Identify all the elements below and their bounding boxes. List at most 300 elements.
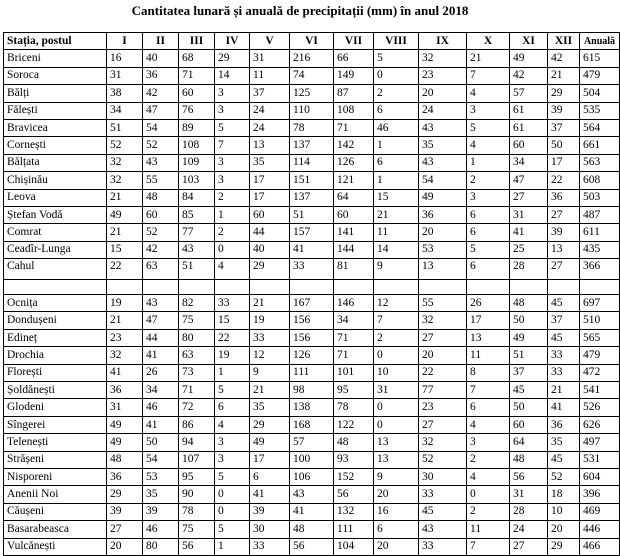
monthly-value-cell: 50 — [510, 399, 548, 416]
table-row — [4, 538, 620, 555]
table-row — [4, 451, 620, 468]
monthly-value-cell: 42 — [510, 67, 548, 84]
monthly-value-cell: 6 — [467, 224, 510, 241]
monthly-value-cell: 3 — [467, 434, 510, 451]
monthly-value-cell: 137 — [290, 137, 334, 154]
monthly-value-cell: 6 — [250, 468, 290, 485]
monthly-value-cell: 36 — [107, 382, 143, 399]
monthly-value-cell: 22 — [107, 259, 143, 280]
monthly-value-cell: 20 — [419, 224, 467, 241]
monthly-value-cell: 2 — [374, 85, 419, 102]
monthly-value-cell: 31 — [510, 206, 548, 223]
monthly-value-cell: 2 — [215, 224, 250, 241]
monthly-value-cell: 111 — [334, 521, 374, 538]
monthly-value-cell: 10 — [548, 503, 580, 520]
monthly-value-cell: 7 — [215, 137, 250, 154]
monthly-value-cell: 30 — [419, 468, 467, 485]
monthly-value-cell: 24 — [250, 119, 290, 136]
monthly-value-cell: 16 — [374, 503, 419, 520]
monthly-value-cell: 23 — [419, 399, 467, 416]
monthly-value-cell: 5 — [467, 119, 510, 136]
monthly-value-cell: 6 — [467, 399, 510, 416]
annual-value-cell: 446 — [580, 521, 620, 538]
monthly-value-cell: 74 — [290, 67, 334, 84]
monthly-value-cell: 3 — [215, 172, 250, 189]
monthly-value-cell: 103 — [179, 172, 215, 189]
monthly-value-cell: 26 — [143, 364, 179, 381]
station-name-cell: Edineț — [4, 329, 107, 346]
station-name-cell: Briceni — [4, 50, 107, 67]
annual-value-cell: 487 — [580, 206, 620, 223]
monthly-value-cell: 132 — [334, 503, 374, 520]
annual-value-cell: 615 — [580, 50, 620, 67]
monthly-value-cell: 1 — [374, 137, 419, 154]
station-name-cell: Strășeni — [4, 451, 107, 468]
table-row — [4, 85, 620, 102]
monthly-value-cell: 6 — [215, 399, 250, 416]
monthly-value-cell: 14 — [374, 241, 419, 258]
header-month: V — [250, 33, 290, 50]
monthly-value-cell: 6 — [374, 521, 419, 538]
station-name-cell: Chișinău — [4, 172, 107, 189]
monthly-value-cell: 39 — [250, 503, 290, 520]
monthly-value-cell: 77 — [419, 382, 467, 399]
station-name-cell: Soroca — [4, 67, 107, 84]
monthly-value-cell: 11 — [467, 347, 510, 364]
monthly-value-cell: 41 — [250, 486, 290, 503]
monthly-value-cell: 18 — [548, 486, 580, 503]
monthly-value-cell: 21 — [548, 382, 580, 399]
monthly-value-cell: 5 — [215, 468, 250, 485]
monthly-value-cell: 15 — [374, 189, 419, 206]
monthly-value-cell: 38 — [107, 85, 143, 102]
table-row — [4, 137, 620, 154]
monthly-value-cell: 33 — [250, 329, 290, 346]
monthly-value-cell: 81 — [334, 259, 374, 280]
header-row — [4, 33, 620, 50]
monthly-value-cell: 78 — [179, 503, 215, 520]
monthly-value-cell: 167 — [290, 295, 334, 312]
monthly-value-cell: 20 — [107, 538, 143, 555]
station-name-cell: Ocnița — [4, 295, 107, 312]
monthly-value-cell: 87 — [334, 85, 374, 102]
monthly-value-cell: 6 — [467, 259, 510, 280]
monthly-value-cell: 108 — [179, 137, 215, 154]
monthly-value-cell: 37 — [510, 364, 548, 381]
monthly-value-cell: 6 — [374, 154, 419, 171]
empty-cell — [510, 280, 548, 295]
monthly-value-cell: 9 — [374, 259, 419, 280]
monthly-value-cell: 151 — [290, 172, 334, 189]
monthly-value-cell: 41 — [143, 347, 179, 364]
monthly-value-cell: 45 — [548, 451, 580, 468]
monthly-value-cell: 5 — [374, 50, 419, 67]
monthly-value-cell: 47 — [143, 102, 179, 119]
station-name-cell: Sîngerei — [4, 416, 107, 433]
monthly-value-cell: 41 — [290, 241, 334, 258]
monthly-value-cell: 24 — [419, 102, 467, 119]
monthly-value-cell: 52 — [143, 224, 179, 241]
monthly-value-cell: 29 — [548, 85, 580, 102]
annual-value-cell: 697 — [580, 295, 620, 312]
monthly-value-cell: 29 — [548, 538, 580, 555]
monthly-value-cell: 71 — [179, 382, 215, 399]
table-row — [4, 189, 620, 206]
monthly-value-cell: 13 — [374, 451, 419, 468]
monthly-value-cell: 108 — [334, 102, 374, 119]
monthly-value-cell: 24 — [510, 521, 548, 538]
monthly-value-cell: 17 — [250, 189, 290, 206]
annual-value-cell: 661 — [580, 137, 620, 154]
monthly-value-cell: 13 — [250, 137, 290, 154]
monthly-value-cell: 32 — [419, 312, 467, 329]
monthly-value-cell: 46 — [143, 521, 179, 538]
monthly-value-cell: 12 — [250, 347, 290, 364]
monthly-value-cell: 64 — [334, 189, 374, 206]
monthly-value-cell: 26 — [467, 295, 510, 312]
header-month: VII — [334, 33, 374, 50]
monthly-value-cell: 2 — [374, 329, 419, 346]
monthly-value-cell: 21 — [250, 382, 290, 399]
header-annual: Anuală — [580, 33, 620, 50]
monthly-value-cell: 40 — [143, 50, 179, 67]
annual-value-cell: 479 — [580, 347, 620, 364]
monthly-value-cell: 95 — [179, 468, 215, 485]
monthly-value-cell: 27 — [548, 259, 580, 280]
station-name-cell: Basarabeasca — [4, 521, 107, 538]
monthly-value-cell: 13 — [419, 259, 467, 280]
monthly-value-cell: 45 — [419, 503, 467, 520]
monthly-value-cell: 149 — [334, 67, 374, 84]
station-name-cell: Ceadîr-Lunga — [4, 241, 107, 258]
monthly-value-cell: 51 — [179, 259, 215, 280]
monthly-value-cell: 47 — [510, 172, 548, 189]
table-row — [4, 241, 620, 258]
station-name-cell: Căușeni — [4, 503, 107, 520]
monthly-value-cell: 4 — [215, 259, 250, 280]
monthly-value-cell: 33 — [290, 259, 334, 280]
monthly-value-cell: 33 — [419, 538, 467, 555]
monthly-value-cell: 52 — [107, 137, 143, 154]
annual-value-cell: 541 — [580, 382, 620, 399]
monthly-value-cell: 34 — [143, 382, 179, 399]
monthly-value-cell: 3 — [215, 102, 250, 119]
annual-value-cell: 611 — [580, 224, 620, 241]
station-name-cell: Nisporeni — [4, 468, 107, 485]
annual-value-cell: 563 — [580, 154, 620, 171]
monthly-value-cell: 10 — [374, 364, 419, 381]
monthly-value-cell: 17 — [250, 451, 290, 468]
monthly-value-cell: 75 — [179, 312, 215, 329]
group-separator-row — [4, 280, 620, 295]
monthly-value-cell: 27 — [419, 329, 467, 346]
monthly-value-cell: 126 — [290, 347, 334, 364]
monthly-value-cell: 20 — [374, 486, 419, 503]
monthly-value-cell: 31 — [250, 50, 290, 67]
monthly-value-cell: 41 — [548, 399, 580, 416]
monthly-value-cell: 41 — [510, 224, 548, 241]
monthly-value-cell: 13 — [548, 241, 580, 258]
station-name-cell: Comrat — [4, 224, 107, 241]
monthly-value-cell: 47 — [143, 312, 179, 329]
monthly-value-cell: 82 — [179, 295, 215, 312]
monthly-value-cell: 2 — [467, 451, 510, 468]
monthly-value-cell: 72 — [179, 399, 215, 416]
monthly-value-cell: 29 — [250, 416, 290, 433]
monthly-value-cell: 125 — [290, 85, 334, 102]
table-row — [4, 312, 620, 329]
monthly-value-cell: 27 — [419, 416, 467, 433]
monthly-value-cell: 43 — [290, 486, 334, 503]
monthly-value-cell: 35 — [419, 137, 467, 154]
monthly-value-cell: 33 — [250, 538, 290, 555]
monthly-value-cell: 49 — [107, 206, 143, 223]
monthly-value-cell: 39 — [548, 102, 580, 119]
monthly-value-cell: 7 — [467, 538, 510, 555]
monthly-value-cell: 36 — [419, 206, 467, 223]
annual-value-cell: 626 — [580, 416, 620, 433]
monthly-value-cell: 39 — [548, 224, 580, 241]
annual-value-cell: 564 — [580, 119, 620, 136]
monthly-value-cell: 61 — [510, 119, 548, 136]
annual-value-cell: 531 — [580, 451, 620, 468]
monthly-value-cell: 5 — [467, 241, 510, 258]
table-row — [4, 67, 620, 84]
monthly-value-cell: 49 — [250, 434, 290, 451]
monthly-value-cell: 54 — [143, 119, 179, 136]
monthly-value-cell: 56 — [334, 486, 374, 503]
table-row — [4, 364, 620, 381]
empty-cell — [4, 280, 107, 295]
station-name-cell: Vulcănești — [4, 538, 107, 555]
monthly-value-cell: 46 — [143, 399, 179, 416]
monthly-value-cell: 30 — [250, 521, 290, 538]
monthly-value-cell: 43 — [143, 154, 179, 171]
monthly-value-cell: 4 — [467, 416, 510, 433]
monthly-value-cell: 31 — [107, 67, 143, 84]
table-row — [4, 154, 620, 171]
station-name-cell: Cornești — [4, 137, 107, 154]
monthly-value-cell: 43 — [143, 295, 179, 312]
monthly-value-cell: 0 — [215, 503, 250, 520]
monthly-value-cell: 43 — [419, 521, 467, 538]
monthly-value-cell: 50 — [510, 312, 548, 329]
annual-value-cell: 366 — [580, 259, 620, 280]
monthly-value-cell: 11 — [467, 521, 510, 538]
monthly-value-cell: 1 — [467, 154, 510, 171]
monthly-value-cell: 3 — [467, 102, 510, 119]
empty-cell — [143, 280, 179, 295]
monthly-value-cell: 44 — [143, 329, 179, 346]
empty-cell — [215, 280, 250, 295]
station-name-cell: Telenești — [4, 434, 107, 451]
station-name-cell: Bălți — [4, 85, 107, 102]
monthly-value-cell: 0 — [374, 347, 419, 364]
monthly-value-cell: 4 — [467, 468, 510, 485]
monthly-value-cell: 32 — [107, 154, 143, 171]
monthly-value-cell: 216 — [290, 50, 334, 67]
monthly-value-cell: 0 — [374, 399, 419, 416]
table-row — [4, 434, 620, 451]
monthly-value-cell: 41 — [143, 416, 179, 433]
table-row — [4, 503, 620, 520]
monthly-value-cell: 93 — [334, 451, 374, 468]
monthly-value-cell: 75 — [179, 521, 215, 538]
monthly-value-cell: 52 — [419, 451, 467, 468]
monthly-value-cell: 71 — [334, 329, 374, 346]
monthly-value-cell: 106 — [290, 468, 334, 485]
monthly-value-cell: 55 — [419, 295, 467, 312]
monthly-value-cell: 3 — [215, 451, 250, 468]
header-month: VIII — [374, 33, 419, 50]
monthly-value-cell: 21 — [250, 295, 290, 312]
monthly-value-cell: 45 — [548, 329, 580, 346]
station-name-cell: Cahul — [4, 259, 107, 280]
annual-value-cell: 497 — [580, 434, 620, 451]
station-name-cell: Fălești — [4, 102, 107, 119]
table-row — [4, 172, 620, 189]
station-name-cell: Dondușeni — [4, 312, 107, 329]
empty-cell — [580, 280, 620, 295]
monthly-value-cell: 31 — [107, 399, 143, 416]
monthly-value-cell: 84 — [179, 189, 215, 206]
monthly-value-cell: 1 — [374, 172, 419, 189]
monthly-value-cell: 73 — [179, 364, 215, 381]
monthly-value-cell: 27 — [510, 189, 548, 206]
monthly-value-cell: 41 — [290, 503, 334, 520]
empty-cell — [374, 280, 419, 295]
monthly-value-cell: 7 — [467, 382, 510, 399]
monthly-value-cell: 41 — [107, 364, 143, 381]
monthly-value-cell: 34 — [107, 102, 143, 119]
monthly-value-cell: 2 — [215, 189, 250, 206]
station-name-cell: Glodeni — [4, 399, 107, 416]
monthly-value-cell: 5 — [215, 521, 250, 538]
monthly-value-cell: 4 — [467, 85, 510, 102]
monthly-value-cell: 33 — [419, 486, 467, 503]
monthly-value-cell: 49 — [419, 189, 467, 206]
monthly-value-cell: 141 — [334, 224, 374, 241]
monthly-value-cell: 54 — [143, 451, 179, 468]
monthly-value-cell: 21 — [548, 67, 580, 84]
monthly-value-cell: 109 — [179, 154, 215, 171]
monthly-value-cell: 48 — [334, 434, 374, 451]
monthly-value-cell: 1 — [215, 364, 250, 381]
table-row — [4, 468, 620, 485]
monthly-value-cell: 63 — [179, 347, 215, 364]
monthly-value-cell: 152 — [334, 468, 374, 485]
monthly-value-cell: 86 — [179, 416, 215, 433]
monthly-value-cell: 42 — [143, 85, 179, 102]
monthly-value-cell: 21 — [107, 189, 143, 206]
monthly-value-cell: 11 — [250, 67, 290, 84]
monthly-value-cell: 4 — [215, 416, 250, 433]
monthly-value-cell: 76 — [179, 102, 215, 119]
monthly-value-cell: 17 — [548, 154, 580, 171]
empty-cell — [548, 280, 580, 295]
monthly-value-cell: 29 — [107, 486, 143, 503]
monthly-value-cell: 44 — [250, 224, 290, 241]
monthly-value-cell: 48 — [290, 521, 334, 538]
header-month: X — [467, 33, 510, 50]
monthly-value-cell: 64 — [510, 434, 548, 451]
monthly-value-cell: 13 — [374, 434, 419, 451]
monthly-value-cell: 35 — [143, 486, 179, 503]
monthly-value-cell: 19 — [215, 347, 250, 364]
monthly-value-cell: 49 — [107, 416, 143, 433]
monthly-value-cell: 90 — [179, 486, 215, 503]
monthly-value-cell: 60 — [179, 85, 215, 102]
table-row — [4, 416, 620, 433]
monthly-value-cell: 60 — [510, 137, 548, 154]
monthly-value-cell: 48 — [510, 295, 548, 312]
monthly-value-cell: 114 — [290, 154, 334, 171]
monthly-value-cell: 55 — [143, 172, 179, 189]
monthly-value-cell: 23 — [107, 329, 143, 346]
table-row — [4, 486, 620, 503]
header-station: Stația, postul — [4, 33, 107, 50]
monthly-value-cell: 5 — [215, 119, 250, 136]
monthly-value-cell: 137 — [290, 189, 334, 206]
monthly-value-cell: 54 — [419, 172, 467, 189]
table-row — [4, 382, 620, 399]
monthly-value-cell: 32 — [419, 50, 467, 67]
header-month: IX — [419, 33, 467, 50]
monthly-value-cell: 101 — [334, 364, 374, 381]
monthly-value-cell: 34 — [334, 312, 374, 329]
monthly-value-cell: 28 — [510, 259, 548, 280]
monthly-value-cell: 80 — [179, 329, 215, 346]
monthly-value-cell: 146 — [334, 295, 374, 312]
monthly-value-cell: 36 — [143, 67, 179, 84]
monthly-value-cell: 71 — [179, 67, 215, 84]
monthly-value-cell: 71 — [334, 347, 374, 364]
monthly-value-cell: 7 — [467, 67, 510, 84]
monthly-value-cell: 122 — [334, 416, 374, 433]
monthly-value-cell: 94 — [179, 434, 215, 451]
monthly-value-cell: 60 — [510, 416, 548, 433]
table-row — [4, 329, 620, 346]
station-name-cell: Ștefan Vodă — [4, 206, 107, 223]
monthly-value-cell: 144 — [334, 241, 374, 258]
monthly-value-cell: 22 — [548, 172, 580, 189]
monthly-value-cell: 7 — [374, 312, 419, 329]
annual-value-cell: 504 — [580, 85, 620, 102]
monthly-value-cell: 17 — [467, 312, 510, 329]
monthly-value-cell: 78 — [334, 399, 374, 416]
empty-cell — [290, 280, 334, 295]
monthly-value-cell: 3 — [215, 154, 250, 171]
monthly-value-cell: 52 — [548, 468, 580, 485]
header-month: XI — [510, 33, 548, 50]
monthly-value-cell: 20 — [374, 538, 419, 555]
monthly-value-cell: 40 — [250, 241, 290, 258]
annual-value-cell: 608 — [580, 172, 620, 189]
table-row — [4, 259, 620, 280]
monthly-value-cell: 111 — [290, 364, 334, 381]
header-month: I — [107, 33, 143, 50]
monthly-value-cell: 48 — [143, 189, 179, 206]
monthly-value-cell: 46 — [374, 119, 419, 136]
monthly-value-cell: 12 — [374, 295, 419, 312]
monthly-value-cell: 138 — [290, 399, 334, 416]
monthly-value-cell: 1 — [215, 538, 250, 555]
header-month: IV — [215, 33, 250, 50]
header-month: VI — [290, 33, 334, 50]
monthly-value-cell: 89 — [179, 119, 215, 136]
monthly-value-cell: 66 — [334, 50, 374, 67]
monthly-value-cell: 60 — [143, 206, 179, 223]
